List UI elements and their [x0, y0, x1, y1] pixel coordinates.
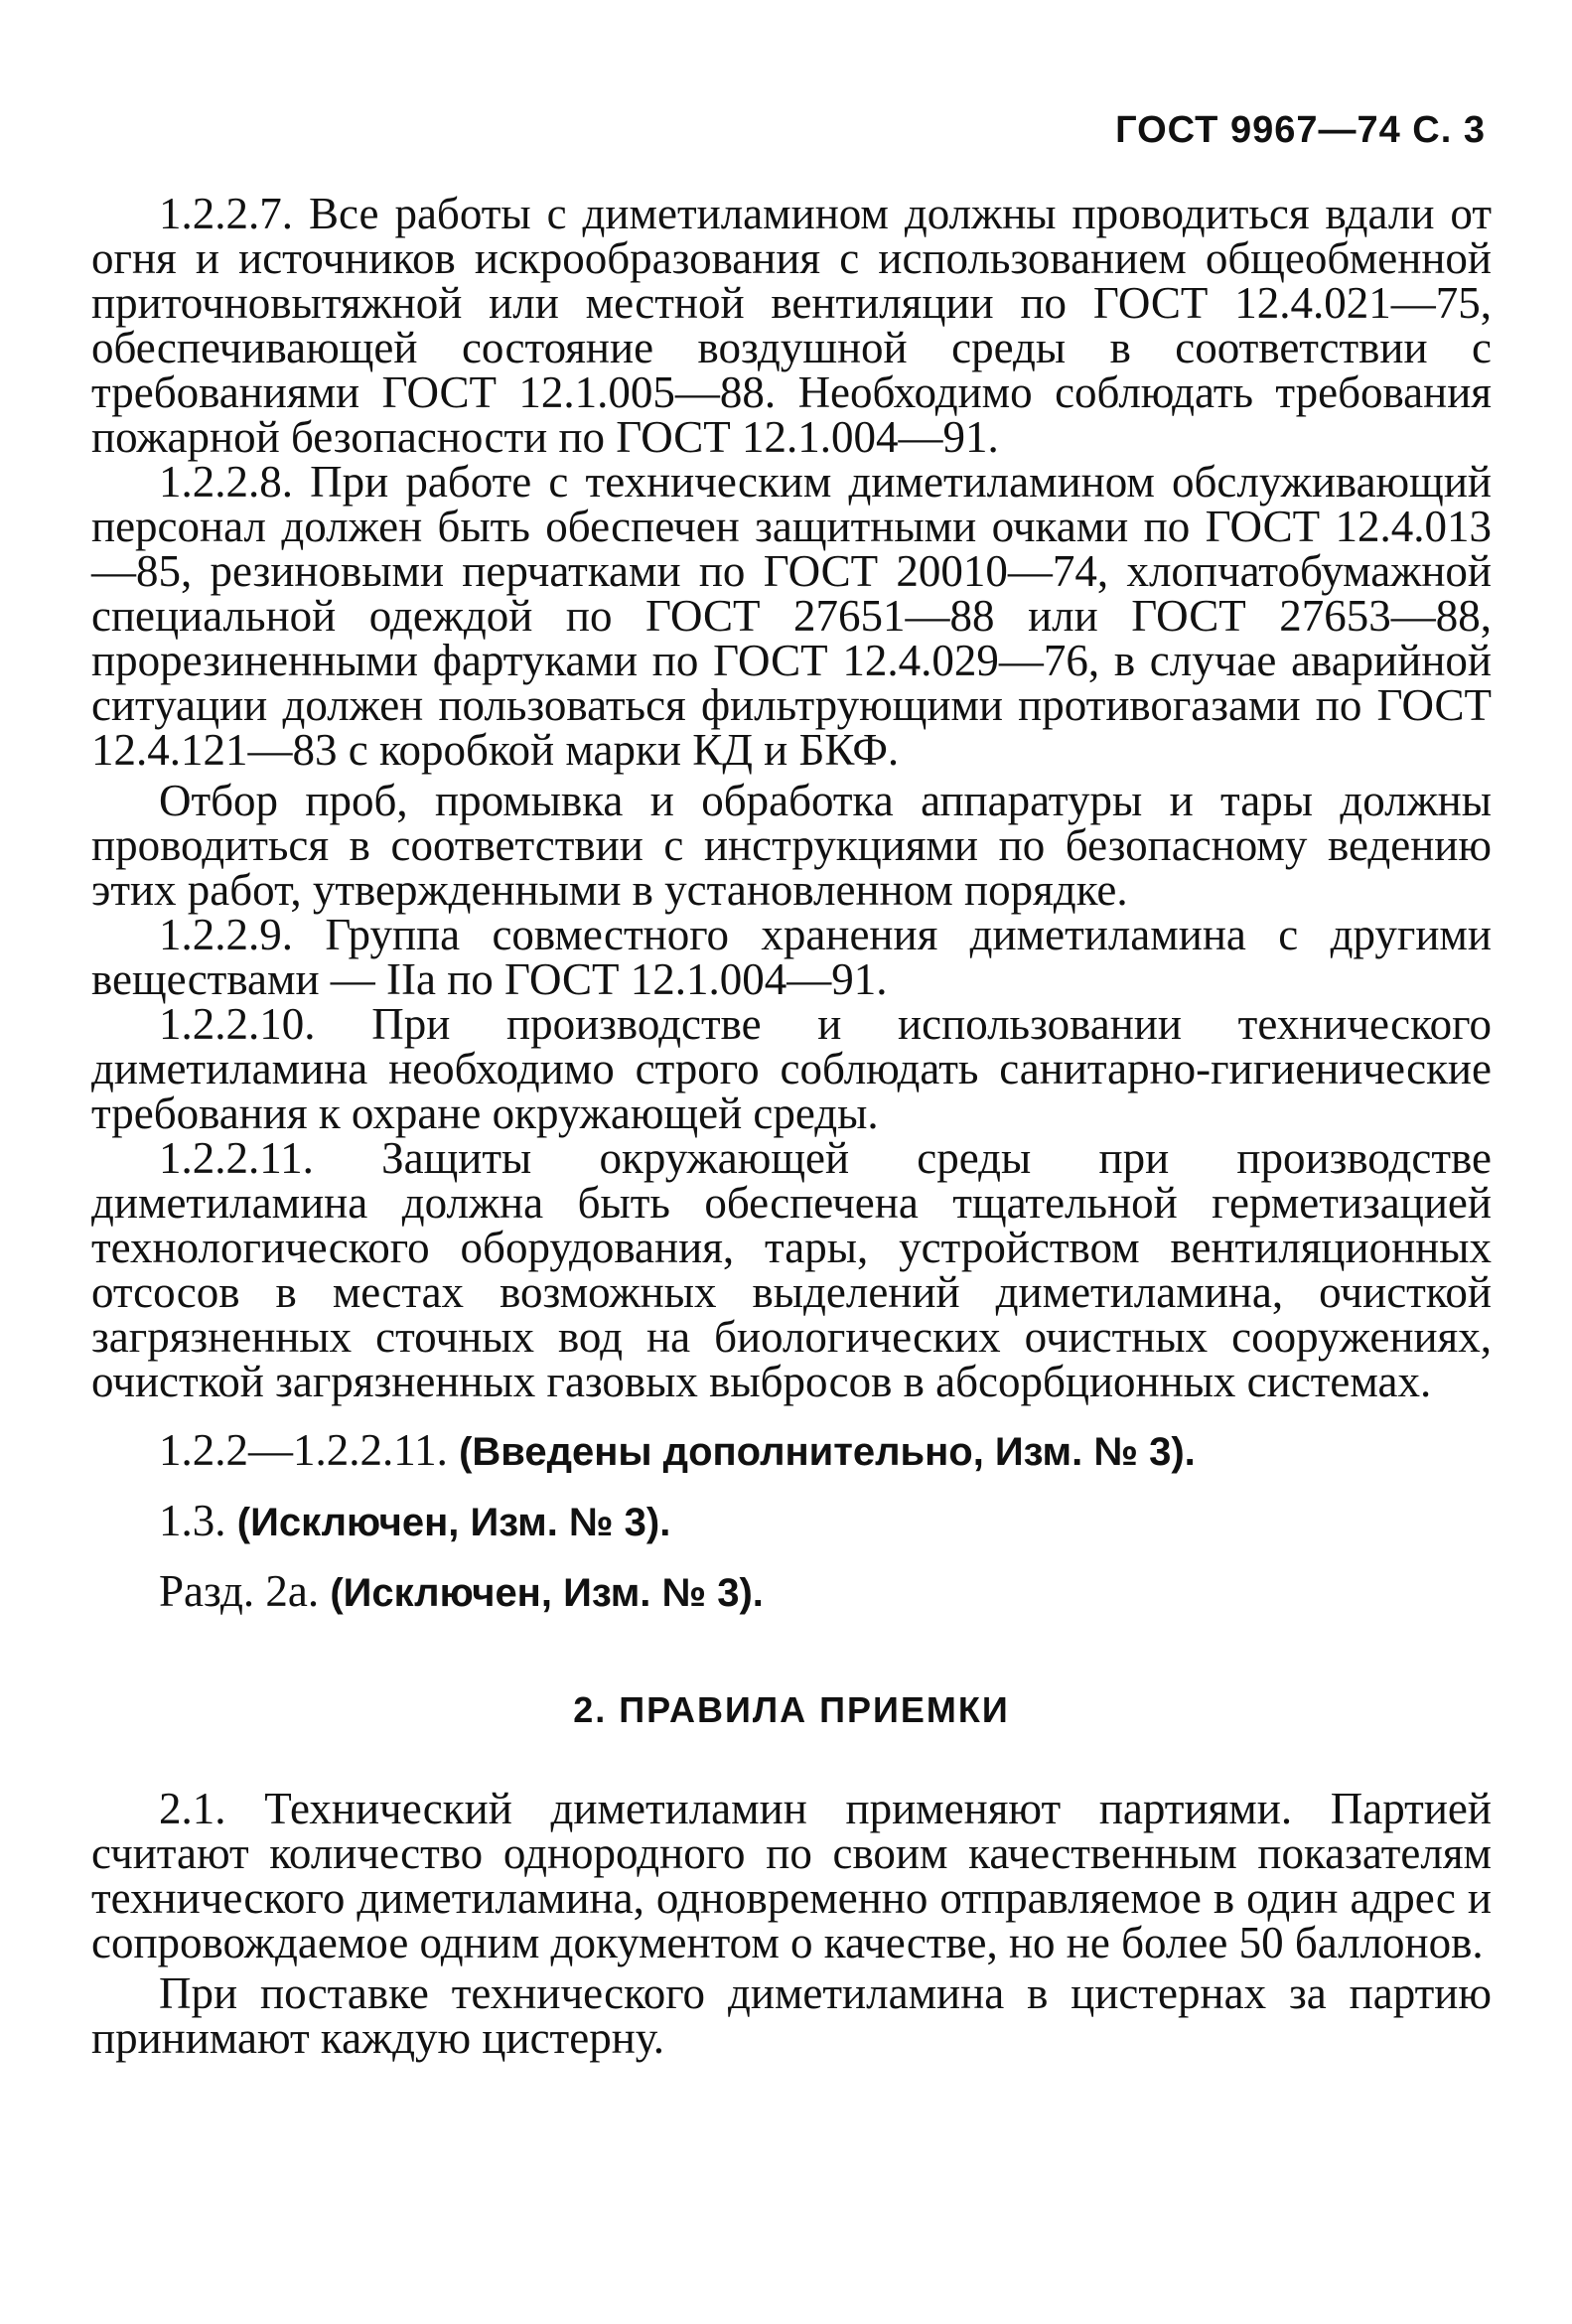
section-title: 2. ПРАВИЛА ПРИЕМКИ [573, 1689, 1010, 1730]
paragraph-1-2-2-10: 1.2.2.10. При производстве и использовании технического диметиламина необходимо строго соблюдать санитарно-гигиенические требования к охране окружающей среды. [91, 999, 1492, 1138]
amendment-note-prefix: 1.2.2—1.2.2.11. [159, 1425, 448, 1475]
amendment-note-prefix: Разд. 2а. [159, 1566, 320, 1616]
amendment-note-text: (Исключен, Изм. № 3). [236, 1501, 671, 1544]
amendment-note-prefix: 1.3. [159, 1496, 226, 1545]
running-header: ГОСТ 9967—74 С. 3 [1115, 109, 1486, 151]
document-page [91, 109, 1492, 2061]
amendment-note-text: (Исключен, Изм. № 3). [330, 1571, 764, 1615]
amendment-notes [91, 1425, 1492, 1616]
paragraph-1-2-2-11: 1.2.2.11. Защиты окружающей среды при производстве диметиламина должна быть обеспечена тщательной герметизацией технологического оборудования, тары, устройством вентиляционных отсосов в местах возможных выделений диметиламина, очисткой загрязненных сточных вод на биологических очистных сооружениях, очисткой загрязненных газовых выбросов в абсорбционных системах. [91, 1133, 1492, 1406]
paragraph-sampling: Отбор проб, промывка и обработка аппаратуры и тары должны проводиться в соответствии с инструкциями по безопасному ведению этих работ, утвержденными в установленном порядке. [91, 776, 1492, 915]
paragraph-1-2-2-7: 1.2.2.7. Все работы с диметиламином должны проводиться вдали от огня и источников искрообразования с использованием общеобменной приточновытяжной или местной вентиляции по ГОСТ 12.4.021—75, обеспечивающей состояние воздушной среды в соответствии с требованиями ГОСТ 12.1.005—88. Необходимо соблюдать требования пожарной безопасности по ГОСТ 12.1.004—91. [91, 189, 1492, 462]
paragraph-2-1: 2.1. Технический диметиламин применяют партиями. Партией считают количество однородного по своим качественным показателям технического диметиламина, одновременно отправляемое в один адрес и сопровождаемое одним документом о качестве, но не более 50 баллонов. [91, 1784, 1492, 1967]
paragraph-1-2-2-9: 1.2.2.9. Группа совместного хранения диметиламина с другими веществами — IIа по ГОСТ 12.1.004—91. [91, 910, 1492, 1004]
amendment-note-text: (Введены дополнительно, Изм. № 3). [459, 1430, 1196, 1474]
amendment-note [91, 1496, 1492, 1545]
paragraph-tank-delivery: При поставке технического диметиламина в цистернах за партию принимают каждую цистерну. [91, 1968, 1492, 2063]
safety-paragraphs [91, 189, 1492, 1406]
amendment-note [91, 1566, 1492, 1616]
acceptance-paragraphs [91, 1784, 1492, 2063]
amendment-note [91, 1425, 1492, 1475]
paragraph-1-2-2-8: 1.2.2.8. При работе с техническим диметиламином обслуживающий персонал должен быть обеспечен защитными очками по ГОСТ 12.4.013—85, резиновыми перчатками по ГОСТ 20010—74, хлопчатобумажной специальной одеждой по ГОСТ 27651—88 или ГОСТ 27653—88, прорезиненными фартуками по ГОСТ 12.4.029—76, в случае аварийной ситуации должен пользоваться фильтрующими противогазами по ГОСТ 12.4.121—83 с коробкой марки КД и БКФ. [91, 457, 1492, 775]
